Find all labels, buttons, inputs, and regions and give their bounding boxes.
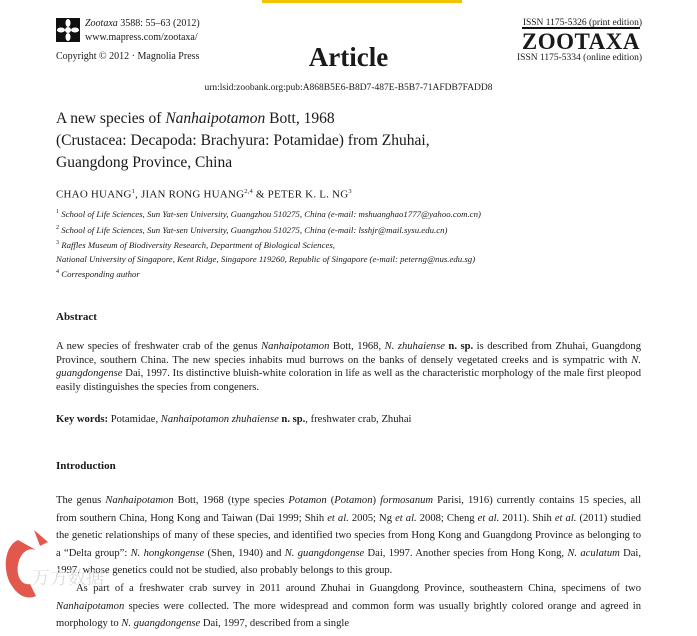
author-affiliation-mark: 3 xyxy=(348,188,352,195)
affiliation-mark: 1 xyxy=(56,209,59,215)
intro-genus: Nanhaipotamon xyxy=(105,495,174,506)
affiliation-text: School of Life Sciences, Sun Yat-sen University, Guangzhou 510275, China (e-mail: mshuanghao1777@yahoo.com.cn) xyxy=(59,208,481,219)
intro-text: Parisi, 1916) currently contains 15 species, all from southern China, Hong Kong and Taiwan (Dai 1999; Shih xyxy=(56,495,642,524)
intro-text: Dai, 1997, described from a single xyxy=(200,618,350,630)
intro-species: N. guangdongense xyxy=(284,547,365,559)
journal-brand: ZOOTAXA xyxy=(521,29,640,54)
keyword-species: Nanhaipotamon zhuhaiense xyxy=(160,414,279,425)
title-line-2: (Crustacea: Decapoda: Brachyura: Potamidae) from Zhuhai, xyxy=(56,132,430,149)
article-label: Article xyxy=(308,42,389,72)
intro-paragraph xyxy=(56,492,641,580)
intro-text: ( xyxy=(326,495,335,506)
affiliation-mark: 3 xyxy=(56,240,59,247)
intro-etal: et al. xyxy=(395,512,417,524)
abstract-text: A new species of freshwater crab of the genus xyxy=(56,341,262,352)
journal-volume: 3588: 55–63 (2012) xyxy=(120,18,200,29)
keywords xyxy=(56,413,641,427)
author-separator: & xyxy=(252,188,268,201)
magnolia-logo-icon xyxy=(56,18,80,42)
top-accent-bar xyxy=(262,0,462,3)
author-affiliation-mark: 2,4 xyxy=(244,188,253,195)
wanfang-watermark-icon xyxy=(0,520,140,620)
zoobank-urn[interactable]: urn:lsid:zoobank.org:pub:A868B5E6-B8D7-487E-B5B7-71AFDB7FADD8 xyxy=(204,83,493,93)
affiliation-line xyxy=(56,206,656,222)
issn-print: ISSN 1175-5326 (print edition) xyxy=(522,18,642,28)
intro-species: N. hongkongense xyxy=(130,547,205,559)
intro-genus: Nanhaipotamon xyxy=(56,600,125,612)
author-name: CHAO HUANG xyxy=(56,188,132,201)
intro-text: (Shen, 1940) and xyxy=(204,547,285,559)
affiliation-text: School of Life Sciences, Sun Yat-sen University, Guangzhou 510275, China (e-mail: lsshjr@mail.sysu.edu.cn) xyxy=(59,224,448,235)
intro-text: species were collected. The more widespread and common form was usually brightly colored orange and agreed in morphology to xyxy=(56,600,641,630)
keyword: Potamidae, xyxy=(108,414,161,425)
introduction-body xyxy=(56,492,641,633)
intro-species: N. aculatum xyxy=(567,547,620,559)
intro-text: 2008; Cheng xyxy=(416,512,478,524)
keyword-nsp: n. sp. xyxy=(278,414,306,425)
author-name: PETER K. L. NG xyxy=(267,188,349,201)
title-genus: Nanhaipotamon xyxy=(165,110,266,127)
affiliation-line xyxy=(56,222,656,238)
intro-etal: et al. xyxy=(327,512,349,524)
abstract-genus: Nanhaipotamon xyxy=(261,341,330,352)
author-separator: , xyxy=(135,188,141,201)
affiliation-text: Corresponding author xyxy=(59,269,140,280)
abstract-nsp: n. sp. xyxy=(444,341,474,352)
affiliation-line xyxy=(56,237,656,253)
intro-paragraph xyxy=(56,580,641,633)
issn-online: ISSN 1175-5334 (online edition) xyxy=(517,53,642,63)
abstract-text: is described from Zhuhai, Guangdong Province, southern China. The new species inhabits mud burrows on the banks of densely vegetated creeks and is sympatric with xyxy=(56,341,641,366)
journal-name: Zootaxa xyxy=(85,18,118,29)
paper-title xyxy=(56,108,646,174)
author-name: JIAN RONG HUANG xyxy=(141,188,245,201)
affiliation-line xyxy=(56,266,656,282)
copyright-line: Copyright © 2012 · Magnolia Press xyxy=(56,51,200,62)
intro-genus: Potamon xyxy=(288,495,327,506)
abstract-text: Dai, 1997. Its distinctive bluish-white coloration in life as well as the characteristic morphology of the male first pleopod easily distinguishes the species from congeners. xyxy=(56,368,641,393)
intro-text: 2011). Shih xyxy=(499,512,555,524)
affiliations xyxy=(56,206,656,282)
keyword: , freshwater crab, Zhuhai xyxy=(305,414,412,425)
affiliation-mark: 4 xyxy=(56,269,59,276)
introduction-heading: Introduction xyxy=(56,460,116,472)
journal-website[interactable]: www.mapress.com/zootaxa/ xyxy=(85,32,198,43)
abstract-text: Bott, 1968, xyxy=(329,341,385,352)
intro-text: (2011) studied the genetic relationships of many of these species, and identified two species from Hong Kong and Guangdong Province as belonging to a “Delta group”: xyxy=(56,512,641,559)
intro-text: Bott, 1968 (type species xyxy=(173,495,289,506)
intro-subgenus: Potamon xyxy=(334,495,373,506)
affiliation-text: National University of Singapore, Kent Ridge, Singapore 119260, Republic of Singapore (e-mail: peterng@nus.edu.sg) xyxy=(56,253,476,264)
intro-text: Dai, 1997, whose genetics could not be studied, also probably belongs to this group. xyxy=(56,547,642,577)
abstract-heading: Abstract xyxy=(56,311,97,323)
intro-text: The genus xyxy=(56,495,106,506)
intro-etal: et al. xyxy=(554,512,577,524)
journal-reference xyxy=(85,17,200,45)
abstract-species: N. guangdongense xyxy=(56,354,641,380)
watermark-arrow xyxy=(34,530,48,546)
title-line-3: Guangdong Province, China xyxy=(56,154,233,171)
intro-species: formosanum xyxy=(380,495,434,506)
affiliation-line xyxy=(56,253,656,267)
watermark-text: 万方数据 xyxy=(32,568,104,589)
keywords-label: Key words: xyxy=(56,414,109,425)
author-list xyxy=(56,188,352,201)
title-text: Bott, 1968 xyxy=(265,110,335,127)
abstract-species: N. zhuhaiense xyxy=(384,341,445,352)
abstract-body xyxy=(56,340,641,394)
intro-text: 2005; Ng xyxy=(348,512,396,524)
affiliation-mark: 2 xyxy=(56,224,59,231)
intro-etal: et al. xyxy=(477,512,500,524)
title-text: A new species of xyxy=(56,110,166,127)
intro-text: Dai, 1997. Another species from Hong Kong, xyxy=(364,547,568,559)
affiliation-text: Raffles Museum of Biodiversity Research, Department of Biological Sciences, xyxy=(59,239,335,250)
intro-text: ) xyxy=(372,495,381,506)
intro-species: N. guangdongense xyxy=(121,618,201,630)
intro-text: As part of a freshwater crab survey in 2011 around Zhuhai in Guangdong Province, southeastern China, specimens of two xyxy=(76,582,641,594)
author-affiliation-mark: 1 xyxy=(131,188,136,195)
